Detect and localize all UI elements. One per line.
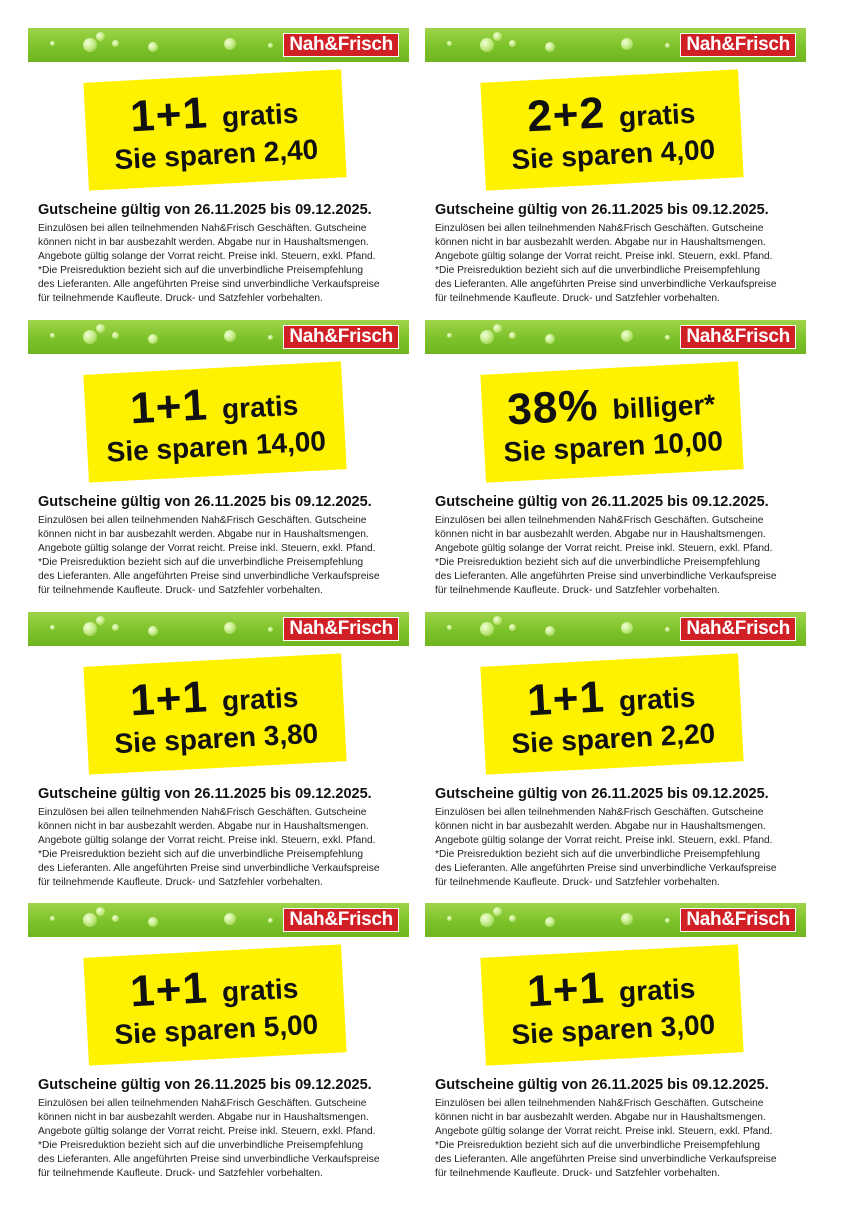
- coupon: [425, 28, 806, 310]
- savings-text: Sie sparen 14,00: [105, 425, 327, 468]
- savings-text: Sie sparen 2,20: [510, 717, 716, 760]
- offer-word: gratis: [221, 97, 299, 133]
- offer-word: gratis: [618, 972, 696, 1008]
- terms-line: des Lieferanten. Alle angeführten Preise sind unverbindliche Verkaufspreise: [435, 571, 777, 582]
- offer-value: 1+1: [525, 963, 607, 1017]
- terms-line: Einzulösen bei allen teilnehmenden Nah&Frisch Geschäften. Gutscheine: [38, 515, 367, 526]
- water-drop-icon: [112, 332, 119, 339]
- offer-value: 1+1: [128, 963, 210, 1017]
- coupon-banner: [28, 612, 409, 646]
- terms-line: für teilnehmende Kaufleute. Druck- und Satzfehler vorbehalten.: [38, 585, 323, 596]
- coupon: [28, 612, 409, 894]
- water-drop-icon: [509, 915, 516, 922]
- terms-text: [435, 514, 793, 598]
- offer-word: gratis: [618, 681, 696, 717]
- water-drop-icon: [447, 625, 452, 630]
- brand-logo: Nah&Frisch: [283, 325, 399, 349]
- water-drop-icon: [83, 38, 97, 52]
- water-drop-icon: [545, 42, 555, 52]
- savings-text: Sie sparen 10,00: [502, 425, 724, 468]
- terms-text: [435, 222, 793, 306]
- offer-line: [526, 962, 696, 1015]
- coupon: [28, 28, 409, 310]
- offer-badge: [83, 361, 346, 482]
- terms-text: [435, 806, 793, 890]
- terms-line: für teilnehmende Kaufleute. Druck- und Satzfehler vorbehalten.: [38, 293, 323, 304]
- water-drop-icon: [96, 324, 105, 333]
- validity-text: Gutscheine gültig von 26.11.2025 bis 09.12.2025.: [435, 494, 769, 510]
- water-drop-icon: [50, 41, 55, 46]
- offer-badge: [83, 69, 346, 190]
- brand-logo: Nah&Frisch: [283, 33, 399, 57]
- terms-line: für teilnehmende Kaufleute. Druck- und Satzfehler vorbehalten.: [435, 877, 720, 888]
- terms-line: des Lieferanten. Alle angeführten Preise sind unverbindliche Verkaufspreise: [38, 571, 380, 582]
- savings-text: Sie sparen 4,00: [510, 133, 716, 176]
- terms-text: [38, 222, 396, 306]
- brand-logo: Nah&Frisch: [680, 908, 796, 932]
- water-drop-icon: [509, 332, 516, 339]
- offer-badge: [480, 653, 743, 774]
- offer-badge: [480, 944, 743, 1065]
- water-drop-icon: [83, 330, 97, 344]
- offer-line: [526, 87, 696, 140]
- water-drop-icon: [665, 918, 670, 923]
- water-drop-icon: [509, 40, 516, 47]
- water-drop-icon: [493, 616, 502, 625]
- validity-text: Gutscheine gültig von 26.11.2025 bis 09.12.2025.: [435, 786, 769, 802]
- coupon-banner: [28, 903, 409, 937]
- offer-word: gratis: [618, 97, 696, 133]
- coupon-banner: [425, 28, 806, 62]
- water-drop-icon: [447, 41, 452, 46]
- water-drop-icon: [545, 917, 555, 927]
- brand-logo: Nah&Frisch: [283, 908, 399, 932]
- terms-line: Angebote gültig solange der Vorrat reicht. Preise inkl. Steuern, exkl. Pfand.: [38, 1126, 376, 1137]
- offer-word: gratis: [221, 972, 299, 1008]
- coupon-banner: [28, 28, 409, 62]
- terms-line: Einzulösen bei allen teilnehmenden Nah&Frisch Geschäften. Gutscheine: [435, 807, 764, 818]
- offer-value: 2+2: [525, 88, 607, 142]
- terms-line: Einzulösen bei allen teilnehmenden Nah&Frisch Geschäften. Gutscheine: [38, 223, 367, 234]
- water-drop-icon: [480, 330, 494, 344]
- terms-line: Einzulösen bei allen teilnehmenden Nah&Frisch Geschäften. Gutscheine: [435, 223, 764, 234]
- terms-line: des Lieferanten. Alle angeführten Preise sind unverbindliche Verkaufspreise: [38, 1154, 380, 1165]
- coupon-banner: [425, 320, 806, 354]
- water-drop-icon: [480, 913, 494, 927]
- water-drop-icon: [621, 38, 633, 50]
- terms-line: *Die Preisreduktion bezieht sich auf die unverbindliche Preisempfehlung: [435, 1140, 761, 1151]
- terms-line: für teilnehmende Kaufleute. Druck- und Satzfehler vorbehalten.: [38, 1168, 323, 1179]
- offer-value: 1+1: [525, 672, 607, 726]
- terms-line: können nicht in bar ausbezahlt werden. Abgabe nur in Haushaltsmengen.: [38, 529, 369, 540]
- brand-logo: Nah&Frisch: [680, 33, 796, 57]
- offer-word: gratis: [221, 681, 299, 717]
- terms-line: Angebote gültig solange der Vorrat reicht. Preise inkl. Steuern, exkl. Pfand.: [435, 251, 773, 262]
- water-drop-icon: [96, 32, 105, 41]
- offer-line: [526, 671, 696, 724]
- terms-line: des Lieferanten. Alle angeführten Preise sind unverbindliche Verkaufspreise: [38, 279, 380, 290]
- terms-line: *Die Preisreduktion bezieht sich auf die unverbindliche Preisempfehlung: [435, 849, 761, 860]
- terms-line: können nicht in bar ausbezahlt werden. Abgabe nur in Haushaltsmengen.: [435, 237, 766, 248]
- water-drop-icon: [509, 624, 516, 631]
- offer-value: 1+1: [128, 672, 210, 726]
- terms-line: des Lieferanten. Alle angeführten Preise sind unverbindliche Verkaufspreise: [38, 863, 380, 874]
- coupon: [425, 903, 806, 1185]
- coupon-banner: [425, 612, 806, 646]
- offer-word: gratis: [221, 389, 299, 425]
- terms-line: *Die Preisreduktion bezieht sich auf die unverbindliche Preisempfehlung: [435, 265, 761, 276]
- water-drop-icon: [83, 622, 97, 636]
- offer-value: 1+1: [128, 380, 210, 434]
- terms-line: können nicht in bar ausbezahlt werden. Abgabe nur in Haushaltsmengen.: [435, 529, 766, 540]
- terms-line: *Die Preisreduktion bezieht sich auf die unverbindliche Preisempfehlung: [38, 1140, 364, 1151]
- water-drop-icon: [621, 913, 633, 925]
- water-drop-icon: [148, 917, 158, 927]
- brand-logo: Nah&Frisch: [283, 617, 399, 641]
- terms-line: für teilnehmende Kaufleute. Druck- und Satzfehler vorbehalten.: [38, 877, 323, 888]
- water-drop-icon: [665, 335, 670, 340]
- water-drop-icon: [224, 622, 236, 634]
- validity-text: Gutscheine gültig von 26.11.2025 bis 09.12.2025.: [38, 494, 372, 510]
- water-drop-icon: [493, 907, 502, 916]
- brand-logo: Nah&Frisch: [680, 325, 796, 349]
- water-drop-icon: [268, 627, 273, 632]
- water-drop-icon: [268, 918, 273, 923]
- terms-line: Angebote gültig solange der Vorrat reicht. Preise inkl. Steuern, exkl. Pfand.: [38, 251, 376, 262]
- offer-value: 1+1: [128, 88, 210, 142]
- terms-line: können nicht in bar ausbezahlt werden. Abgabe nur in Haushaltsmengen.: [38, 1112, 369, 1123]
- water-drop-icon: [621, 330, 633, 342]
- water-drop-icon: [665, 43, 670, 48]
- terms-line: Einzulösen bei allen teilnehmenden Nah&Frisch Geschäften. Gutscheine: [38, 1098, 367, 1109]
- offer-badge: [83, 653, 346, 774]
- water-drop-icon: [112, 624, 119, 631]
- water-drop-icon: [50, 916, 55, 921]
- terms-line: des Lieferanten. Alle angeführten Preise sind unverbindliche Verkaufspreise: [435, 279, 777, 290]
- validity-text: Gutscheine gültig von 26.11.2025 bis 09.12.2025.: [38, 202, 372, 218]
- terms-line: Einzulösen bei allen teilnehmenden Nah&Frisch Geschäften. Gutscheine: [435, 1098, 764, 1109]
- terms-line: des Lieferanten. Alle angeführten Preise sind unverbindliche Verkaufspreise: [435, 863, 777, 874]
- terms-line: Angebote gültig solange der Vorrat reicht. Preise inkl. Steuern, exkl. Pfand.: [435, 1126, 773, 1137]
- water-drop-icon: [224, 913, 236, 925]
- terms-line: für teilnehmende Kaufleute. Druck- und Satzfehler vorbehalten.: [435, 585, 720, 596]
- brand-logo: Nah&Frisch: [680, 617, 796, 641]
- coupon: [425, 320, 806, 602]
- offer-value: 38%: [506, 380, 600, 435]
- terms-line: für teilnehmende Kaufleute. Druck- und Satzfehler vorbehalten.: [435, 1168, 720, 1179]
- offer-badge: [480, 69, 743, 190]
- terms-text: [38, 514, 396, 598]
- water-drop-icon: [268, 43, 273, 48]
- terms-line: Angebote gültig solange der Vorrat reicht. Preise inkl. Steuern, exkl. Pfand.: [435, 543, 773, 554]
- terms-text: [435, 1097, 793, 1181]
- coupon: [425, 612, 806, 894]
- savings-text: Sie sparen 5,00: [113, 1008, 319, 1051]
- offer-badge: [83, 944, 346, 1065]
- water-drop-icon: [148, 42, 158, 52]
- water-drop-icon: [96, 907, 105, 916]
- coupon-banner: [425, 903, 806, 937]
- savings-text: Sie sparen 3,80: [113, 717, 319, 760]
- terms-line: *Die Preisreduktion bezieht sich auf die unverbindliche Preisempfehlung: [38, 849, 364, 860]
- terms-line: können nicht in bar ausbezahlt werden. Abgabe nur in Haushaltsmengen.: [38, 237, 369, 248]
- terms-line: des Lieferanten. Alle angeführten Preise sind unverbindliche Verkaufspreise: [435, 1154, 777, 1165]
- offer-line: [129, 87, 299, 140]
- coupon-banner: [28, 320, 409, 354]
- terms-line: können nicht in bar ausbezahlt werden. Abgabe nur in Haushaltsmengen.: [435, 1112, 766, 1123]
- terms-text: [38, 1097, 396, 1181]
- water-drop-icon: [224, 330, 236, 342]
- validity-text: Gutscheine gültig von 26.11.2025 bis 09.12.2025.: [435, 202, 769, 218]
- terms-line: *Die Preisreduktion bezieht sich auf die unverbindliche Preisempfehlung: [38, 265, 364, 276]
- water-drop-icon: [96, 616, 105, 625]
- water-drop-icon: [621, 622, 633, 634]
- offer-line: [506, 378, 716, 433]
- offer-word: billiger*: [611, 388, 716, 425]
- terms-line: können nicht in bar ausbezahlt werden. Abgabe nur in Haushaltsmengen.: [38, 821, 369, 832]
- water-drop-icon: [480, 38, 494, 52]
- offer-line: [129, 671, 299, 724]
- offer-badge: [480, 361, 743, 482]
- terms-line: für teilnehmende Kaufleute. Druck- und Satzfehler vorbehalten.: [435, 293, 720, 304]
- water-drop-icon: [268, 335, 273, 340]
- offer-line: [129, 379, 299, 432]
- terms-line: Angebote gültig solange der Vorrat reicht. Preise inkl. Steuern, exkl. Pfand.: [38, 543, 376, 554]
- savings-text: Sie sparen 2,40: [113, 133, 319, 176]
- water-drop-icon: [493, 324, 502, 333]
- savings-text: Sie sparen 3,00: [510, 1008, 716, 1051]
- water-drop-icon: [545, 626, 555, 636]
- water-drop-icon: [112, 915, 119, 922]
- coupon: [28, 320, 409, 602]
- validity-text: Gutscheine gültig von 26.11.2025 bis 09.12.2025.: [38, 786, 372, 802]
- terms-line: Einzulösen bei allen teilnehmenden Nah&Frisch Geschäften. Gutscheine: [38, 807, 367, 818]
- water-drop-icon: [224, 38, 236, 50]
- coupon: [28, 903, 409, 1185]
- water-drop-icon: [480, 622, 494, 636]
- terms-line: *Die Preisreduktion bezieht sich auf die unverbindliche Preisempfehlung: [38, 557, 364, 568]
- water-drop-icon: [148, 334, 158, 344]
- water-drop-icon: [545, 334, 555, 344]
- water-drop-icon: [493, 32, 502, 41]
- validity-text: Gutscheine gültig von 26.11.2025 bis 09.12.2025.: [435, 1077, 769, 1093]
- water-drop-icon: [447, 333, 452, 338]
- terms-line: können nicht in bar ausbezahlt werden. Abgabe nur in Haushaltsmengen.: [435, 821, 766, 832]
- water-drop-icon: [112, 40, 119, 47]
- water-drop-icon: [665, 627, 670, 632]
- water-drop-icon: [50, 625, 55, 630]
- offer-line: [129, 962, 299, 1015]
- terms-text: [38, 806, 396, 890]
- terms-line: *Die Preisreduktion bezieht sich auf die unverbindliche Preisempfehlung: [435, 557, 761, 568]
- water-drop-icon: [148, 626, 158, 636]
- water-drop-icon: [447, 916, 452, 921]
- terms-line: Einzulösen bei allen teilnehmenden Nah&Frisch Geschäften. Gutscheine: [435, 515, 764, 526]
- validity-text: Gutscheine gültig von 26.11.2025 bis 09.12.2025.: [38, 1077, 372, 1093]
- terms-line: Angebote gültig solange der Vorrat reicht. Preise inkl. Steuern, exkl. Pfand.: [435, 835, 773, 846]
- water-drop-icon: [83, 913, 97, 927]
- water-drop-icon: [50, 333, 55, 338]
- terms-line: Angebote gültig solange der Vorrat reicht. Preise inkl. Steuern, exkl. Pfand.: [38, 835, 376, 846]
